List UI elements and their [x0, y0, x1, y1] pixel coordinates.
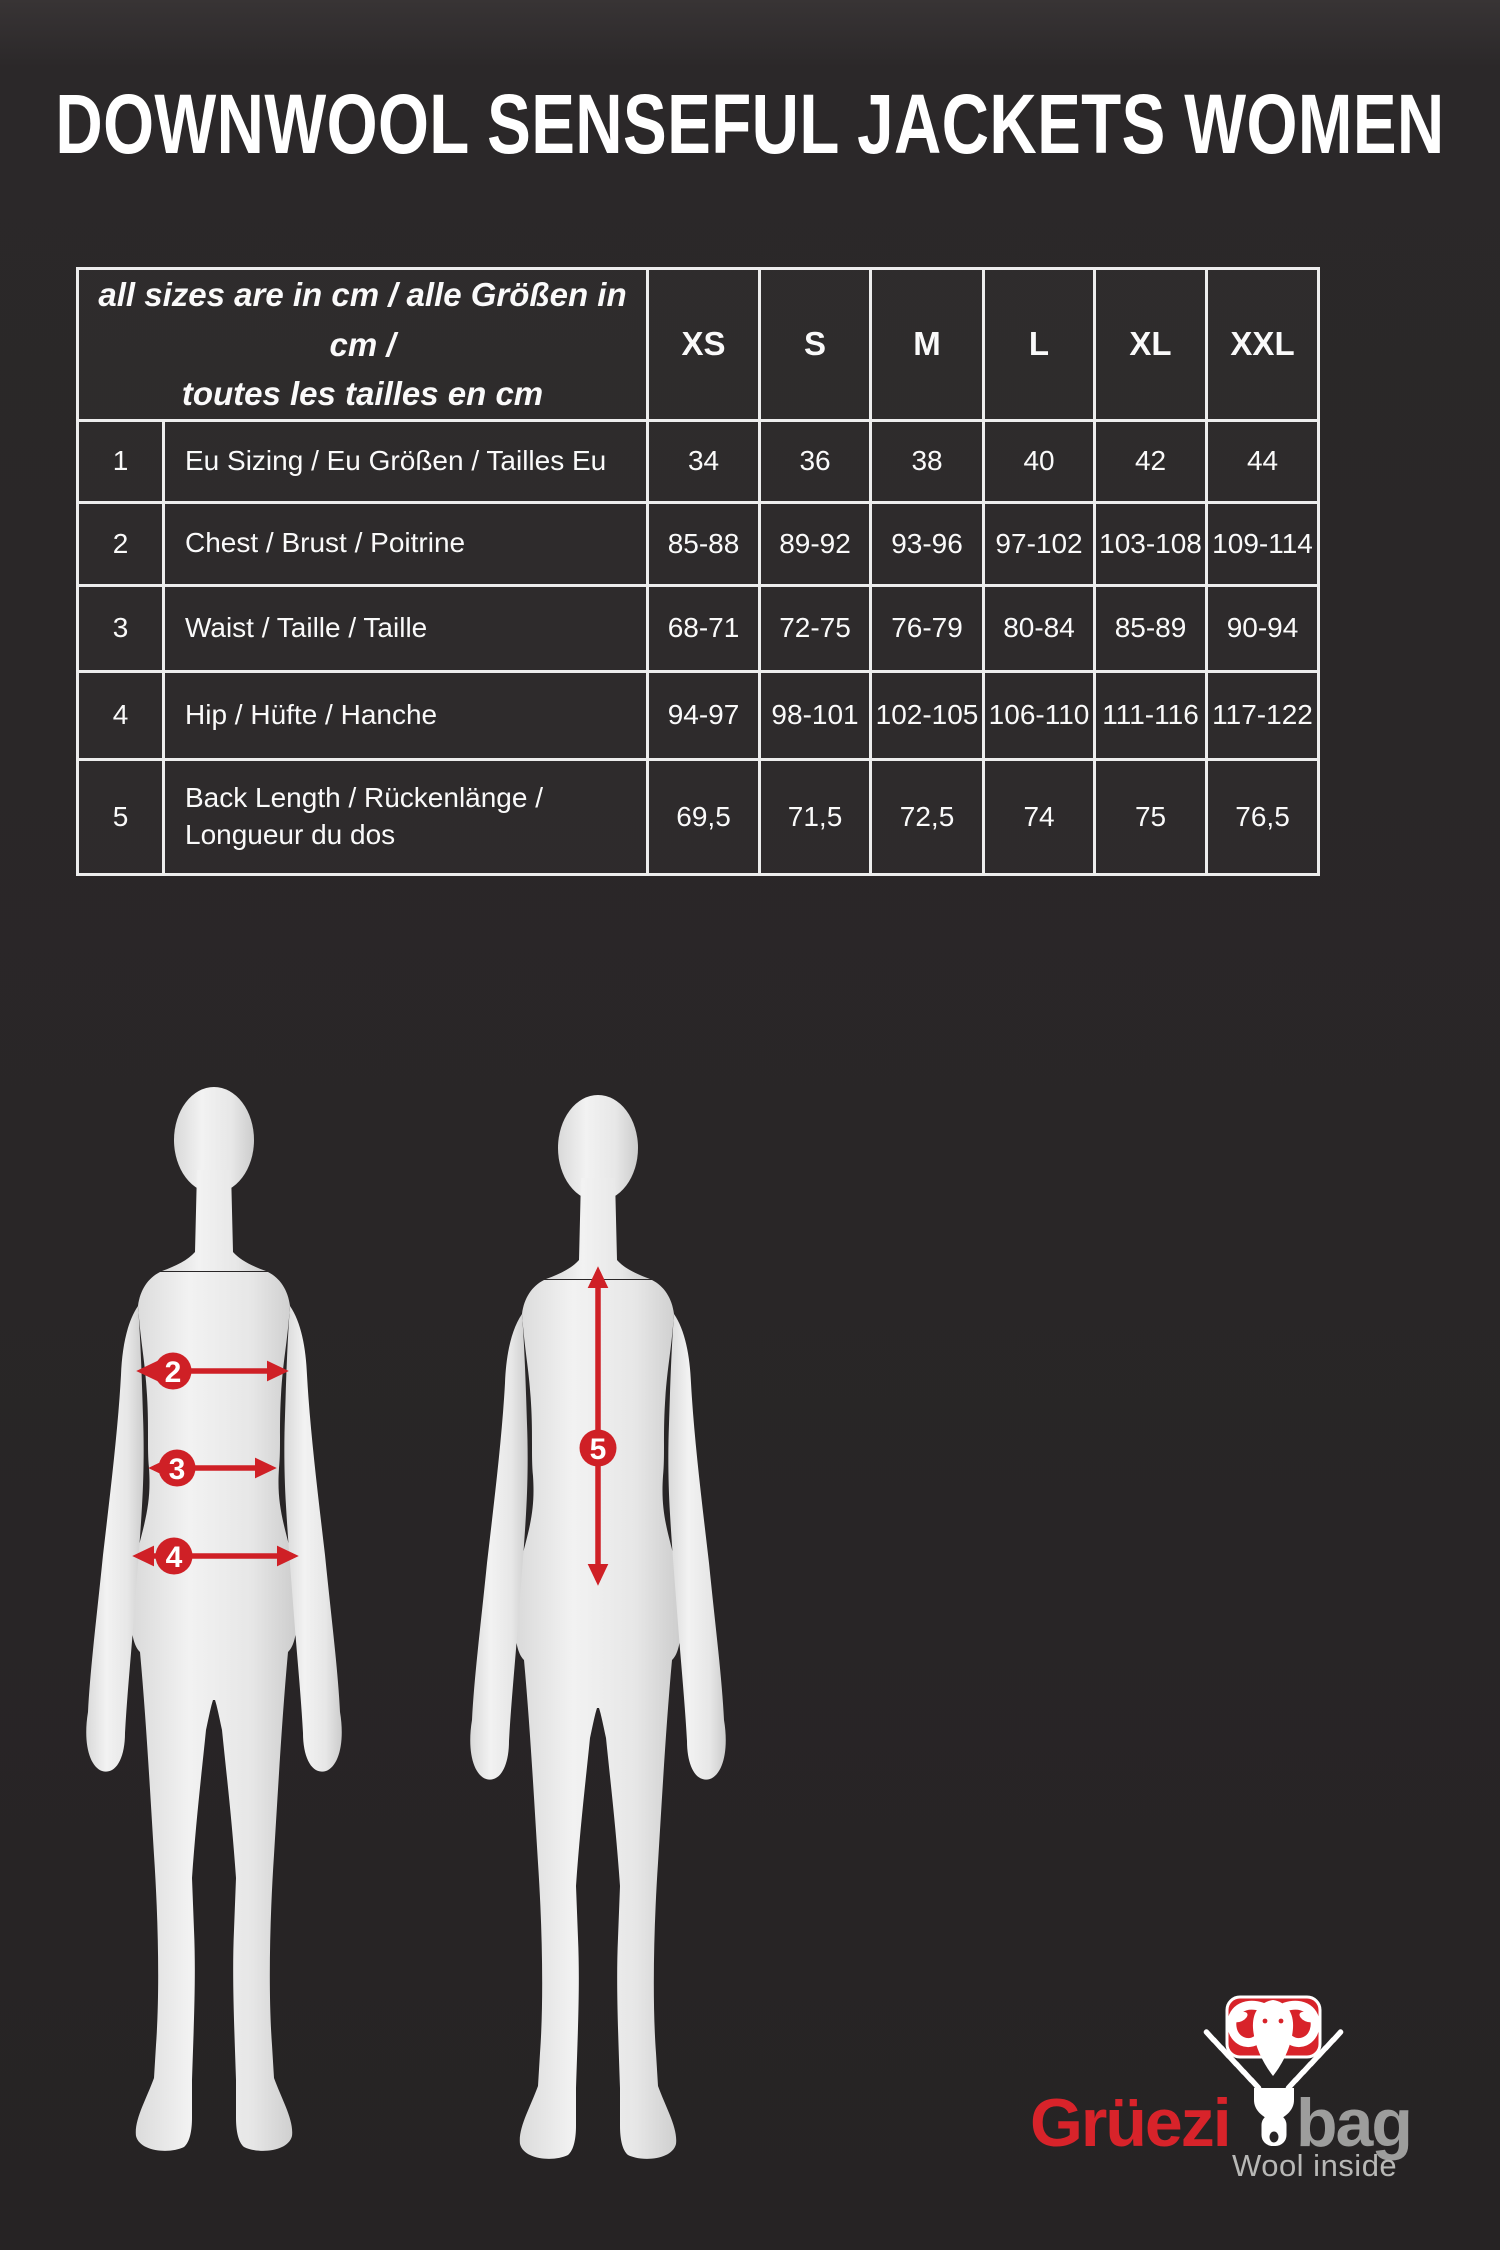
- brand-tagline: Wool inside: [1232, 2148, 1398, 2183]
- size-value: 68-71: [648, 585, 760, 671]
- chest-marker: [155, 1353, 192, 1390]
- size-col-header: XL: [1095, 269, 1207, 421]
- size-value: 102-105: [871, 671, 984, 759]
- measurement-label: Hip / Hüfte / Hanche: [164, 671, 648, 759]
- size-value: 103-108: [1095, 502, 1207, 585]
- size-value: 94-97: [648, 671, 760, 759]
- svg-text:5: 5: [589, 1432, 607, 1466]
- size-value: 111-116: [1095, 671, 1207, 759]
- page-title: DOWNWOOL SENSEFUL JACKETS WOMEN: [55, 77, 1445, 171]
- size-col-header: M: [871, 269, 984, 421]
- row-number: 2: [78, 502, 164, 585]
- size-value: 69,5: [648, 759, 760, 874]
- size-value: 34: [648, 420, 760, 502]
- mannequin-back: [470, 1095, 726, 2159]
- back-length-marker: [580, 1430, 617, 1467]
- size-value: 98-101: [760, 671, 871, 759]
- size-value: 109-114: [1207, 502, 1319, 585]
- waist-marker: [159, 1450, 196, 1487]
- brand-name-red: Grüezi: [1030, 2085, 1230, 2161]
- row-number: 5: [78, 759, 164, 874]
- size-value: 117-122: [1207, 671, 1319, 759]
- row-number: 4: [78, 671, 164, 759]
- size-value: 80-84: [984, 585, 1095, 671]
- size-value: 106-110: [984, 671, 1095, 759]
- svg-text:3: 3: [168, 1452, 186, 1486]
- size-value: 85-88: [648, 502, 760, 585]
- svg-text:4: 4: [165, 1540, 183, 1574]
- size-col-header: S: [760, 269, 871, 421]
- size-value: 76-79: [871, 585, 984, 671]
- size-value: 76,5: [1207, 759, 1319, 874]
- size-value: 44: [1207, 420, 1319, 502]
- hip-marker: [156, 1538, 193, 1575]
- size-value: 75: [1095, 759, 1207, 874]
- mannequin-front: [86, 1087, 342, 2151]
- brand-name-gray: bag: [1296, 2085, 1411, 2161]
- measurement-label: Waist / Taille / Taille: [164, 585, 648, 671]
- size-value: 89-92: [760, 502, 871, 585]
- size-col-header: XXL: [1207, 269, 1319, 421]
- size-value: 42: [1095, 420, 1207, 502]
- measurement-label: Chest / Brust / Poitrine: [164, 502, 648, 585]
- row-number: 1: [78, 420, 164, 502]
- row-number: 3: [78, 585, 164, 671]
- size-col-header: L: [984, 269, 1095, 421]
- size-value: 93-96: [871, 502, 984, 585]
- size-value: 72-75: [760, 585, 871, 671]
- size-value: 38: [871, 420, 984, 502]
- size-col-header: XS: [648, 269, 760, 421]
- size-value: 97-102: [984, 502, 1095, 585]
- size-value: 85-89: [1095, 585, 1207, 671]
- size-value: 40: [984, 420, 1095, 502]
- measurement-label: Back Length / Rückenlänge / Longueur du dos: [164, 759, 648, 874]
- size-value: 72,5: [871, 759, 984, 874]
- size-value: 90-94: [1207, 585, 1319, 671]
- ram-head-icon: [1231, 2000, 1316, 2076]
- units-note: all sizes are in cm / alle Größen in cm / toutes les tailles en cm: [78, 269, 648, 421]
- measurement-label: Eu Sizing / Eu Größen / Tailles Eu: [164, 420, 648, 502]
- size-value: 74: [984, 759, 1095, 874]
- svg-text:2: 2: [164, 1355, 182, 1389]
- size-value: 71,5: [760, 759, 871, 874]
- size-value: 36: [760, 420, 871, 502]
